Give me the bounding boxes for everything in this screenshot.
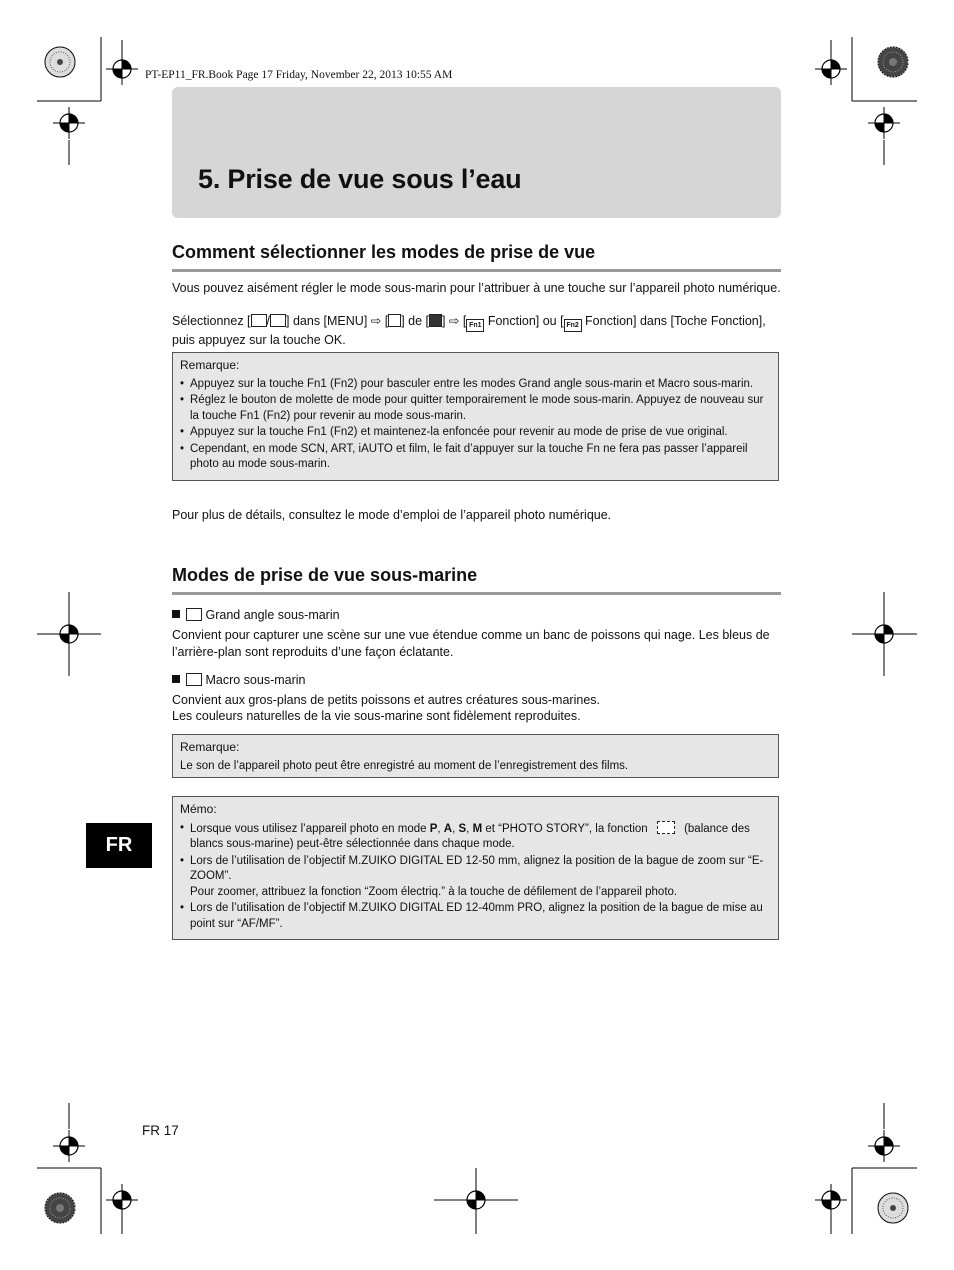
macro-mode-description-1: Convient aux gros-plans de petits poissons et autres créatures sous-marines. (172, 693, 600, 707)
note-item: • Cependant, en mode SCN, ART, iAUTO et film, le fait d’appuyer sur la touche Fn ne fera pas passer l’appareil photo au mode sous-marin. (180, 442, 771, 473)
wide-mode-heading: Grand angle sous-marin (172, 608, 340, 622)
note-box-2 (172, 734, 779, 778)
underwater-wide-icon (186, 608, 202, 621)
note-item: • Appuyez sur la touche Fn1 (Fn2) et maintenez-la enfoncée pour revenir au mode de prise de vue original. (180, 425, 771, 441)
fn2-icon: Fn2 (564, 319, 582, 332)
note-item: • Réglez le bouton de molette de mode pour quitter temporairement le mode sous-marin. Appuyez de nouveau sur la touche Fn1 (Fn2) pour revenir au mode sous-marin. (180, 393, 771, 424)
square-bullet-icon (172, 610, 180, 618)
memo-list (180, 821, 771, 933)
section-title-select-modes: Comment sélectionner les modes de prise de vue (172, 242, 781, 272)
chapter-title: 5. Prise de vue sous l’eau (198, 164, 522, 194)
underwater-macro-icon (186, 673, 202, 686)
underwater-white-balance-icon (657, 821, 675, 834)
note-label: Remarque: (180, 358, 240, 372)
intro-paragraph: Vous pouvez aisément régler le mode sous-marin pour l’attribuer à une touche sur l’appareil photo numérique. (172, 281, 781, 295)
note-item: • Appuyez sur la touche Fn1 (Fn2) pour basculer entre les modes Grand angle sous-marin et Macro sous-marin. (180, 377, 771, 393)
underwater-macro-icon (270, 314, 286, 327)
memo-box (172, 796, 779, 940)
wide-mode-description: Convient pour capturer une scène sur une vue étendue comme un banc de poissons qui nage. Les bleus de l’arrière-plan sont reproduits d’une façon éclatante. (172, 628, 770, 659)
note-list (180, 377, 771, 473)
memo-item: • Lors de l’utilisation de l’objectif M.ZUIKO DIGITAL ED 12-40mm PRO, alignez la position de la bague de mise au point sur “AF/MF”. (180, 901, 771, 932)
note-text: Le son de l’appareil photo peut être enregistré au moment de l’enregistrement des films. (180, 759, 629, 772)
macro-mode-description-2: Les couleurs naturelles de la vie sous-marine sont fidèlement reproduites. (172, 709, 581, 723)
gear-menu-icon (429, 314, 442, 327)
memo-item: • Lors de l’utilisation de l’objectif M.ZUIKO DIGITAL ED 12-50 mm, alignez la position de la bague de zoom sur “E-ZOOM”. Pour zoomer, attribuez la fonction “Zoom électriq.” à la touche de défilement de l’appareil photo. (180, 854, 771, 901)
note-box-1 (172, 352, 779, 481)
memo-item: • Lorsque vous utilisez l’appareil photo en mode P, A, S, M et “PHOTO STORY”, la fonction (balance des blancs sous-marine) peut-être sélectionnée dans chaque mode. (180, 821, 771, 853)
note-label: Remarque: (180, 740, 240, 754)
language-tab: FR (86, 823, 152, 868)
section-title-underwater-modes: Modes de prise de vue sous-marine (172, 565, 781, 595)
chapter-banner (172, 87, 781, 218)
memo-label: Mémo: (180, 802, 217, 816)
fn1-icon: Fn1 (466, 319, 484, 332)
macro-mode-heading: Macro sous-marin (172, 673, 306, 687)
details-paragraph: Pour plus de détails, consultez le mode d’emploi de l’appareil photo numérique. (172, 508, 612, 522)
page-number: FR 17 (142, 1123, 179, 1138)
select-instructions: Sélectionnez [ / ] dans [MENU] ⇨ [ ] de [ ] ⇨ [ Fn1 Fonction] ou [ Fn2 Fonction] dans [Toche Fonction], puis appuyez sur la touche OK. (172, 314, 766, 347)
underwater-wide-icon (251, 314, 267, 327)
square-bullet-icon (172, 675, 180, 683)
custom-menu-icon (388, 314, 401, 327)
print-header: PT-EP11_FR.Book Page 17 Friday, November 22, 2013 10:55 AM (145, 69, 453, 81)
